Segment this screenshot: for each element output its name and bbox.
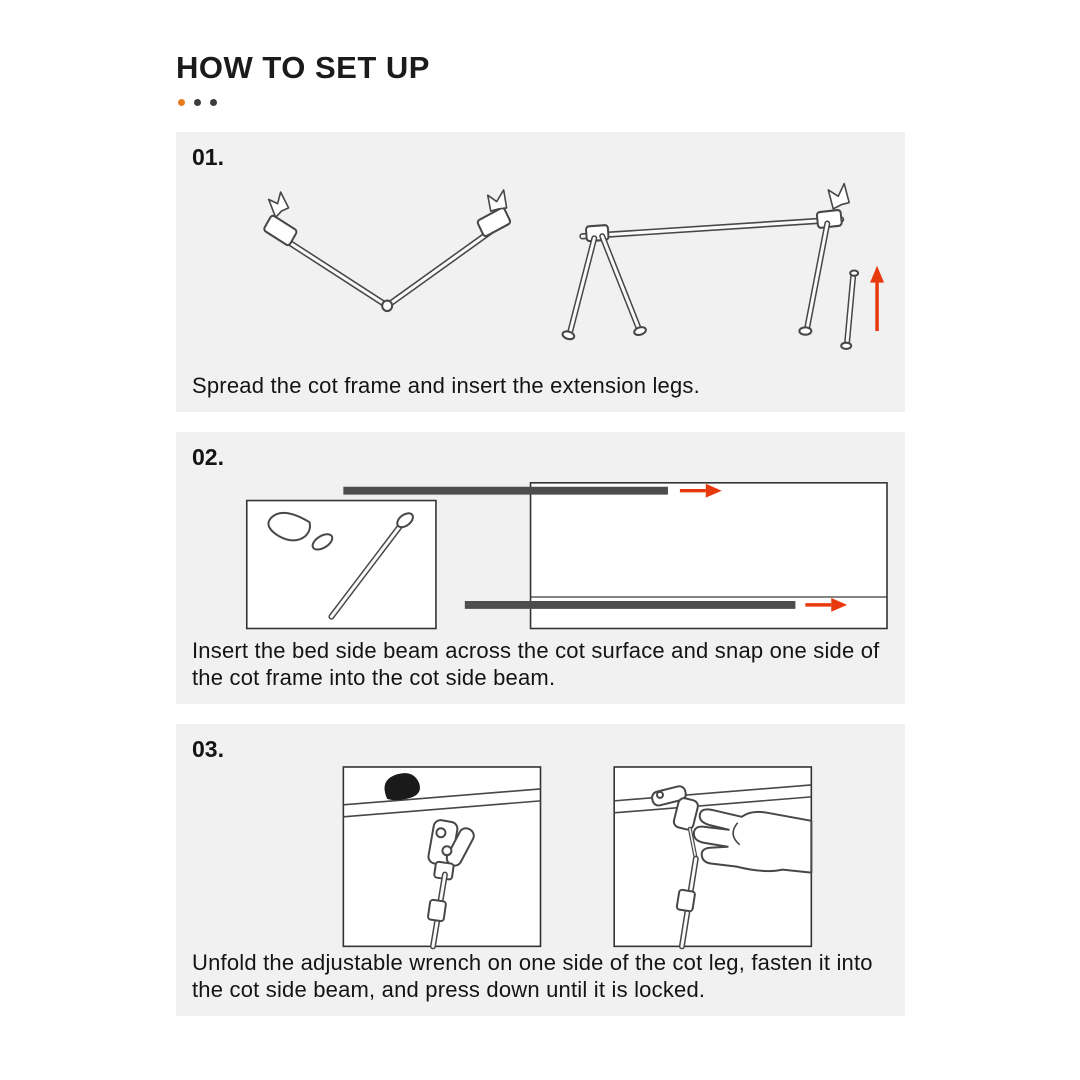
title-accent-dots	[176, 99, 905, 106]
step-panel-03	[176, 724, 905, 1016]
step-panel-02	[176, 432, 905, 704]
cot-frame-folded-icon	[263, 190, 511, 311]
step-number: 03.	[192, 736, 224, 762]
page-title: HOW TO SET UP	[176, 50, 430, 85]
adjustable-wrench-detail-icon	[343, 767, 540, 946]
step-01-illustration	[192, 171, 889, 373]
dot-icon	[210, 99, 217, 106]
step-02-illustration	[192, 471, 889, 638]
step-number: 01.	[192, 144, 224, 170]
step-number: 02.	[192, 444, 224, 470]
step-caption: Insert the bed side beam across the cot surface and snap one side of the cot frame into the cot side beam.	[192, 638, 880, 691]
hand-icon	[694, 809, 811, 872]
accent-dot-icon	[178, 99, 185, 106]
step-caption: Spread the cot frame and insert the extension legs.	[192, 373, 700, 399]
step-panel-01	[176, 132, 905, 412]
steps-list	[176, 132, 905, 1016]
step-caption: Unfold the adjustable wrench on one side of the cot leg, fasten it into the cot side beam, and press down until it is locked.	[192, 950, 873, 1003]
corner-pole-detail-icon	[247, 501, 436, 629]
cot-frame-setup-drawing	[192, 171, 889, 373]
step-03-illustration	[192, 763, 889, 950]
dot-icon	[194, 99, 201, 106]
side-beam-insert-drawing	[192, 471, 889, 638]
wrench-lock-drawing	[192, 763, 889, 950]
cot-frame-extended-icon	[562, 184, 858, 349]
hand-pressing-wrench-icon	[614, 767, 811, 946]
red-up-arrow-icon	[870, 266, 884, 331]
